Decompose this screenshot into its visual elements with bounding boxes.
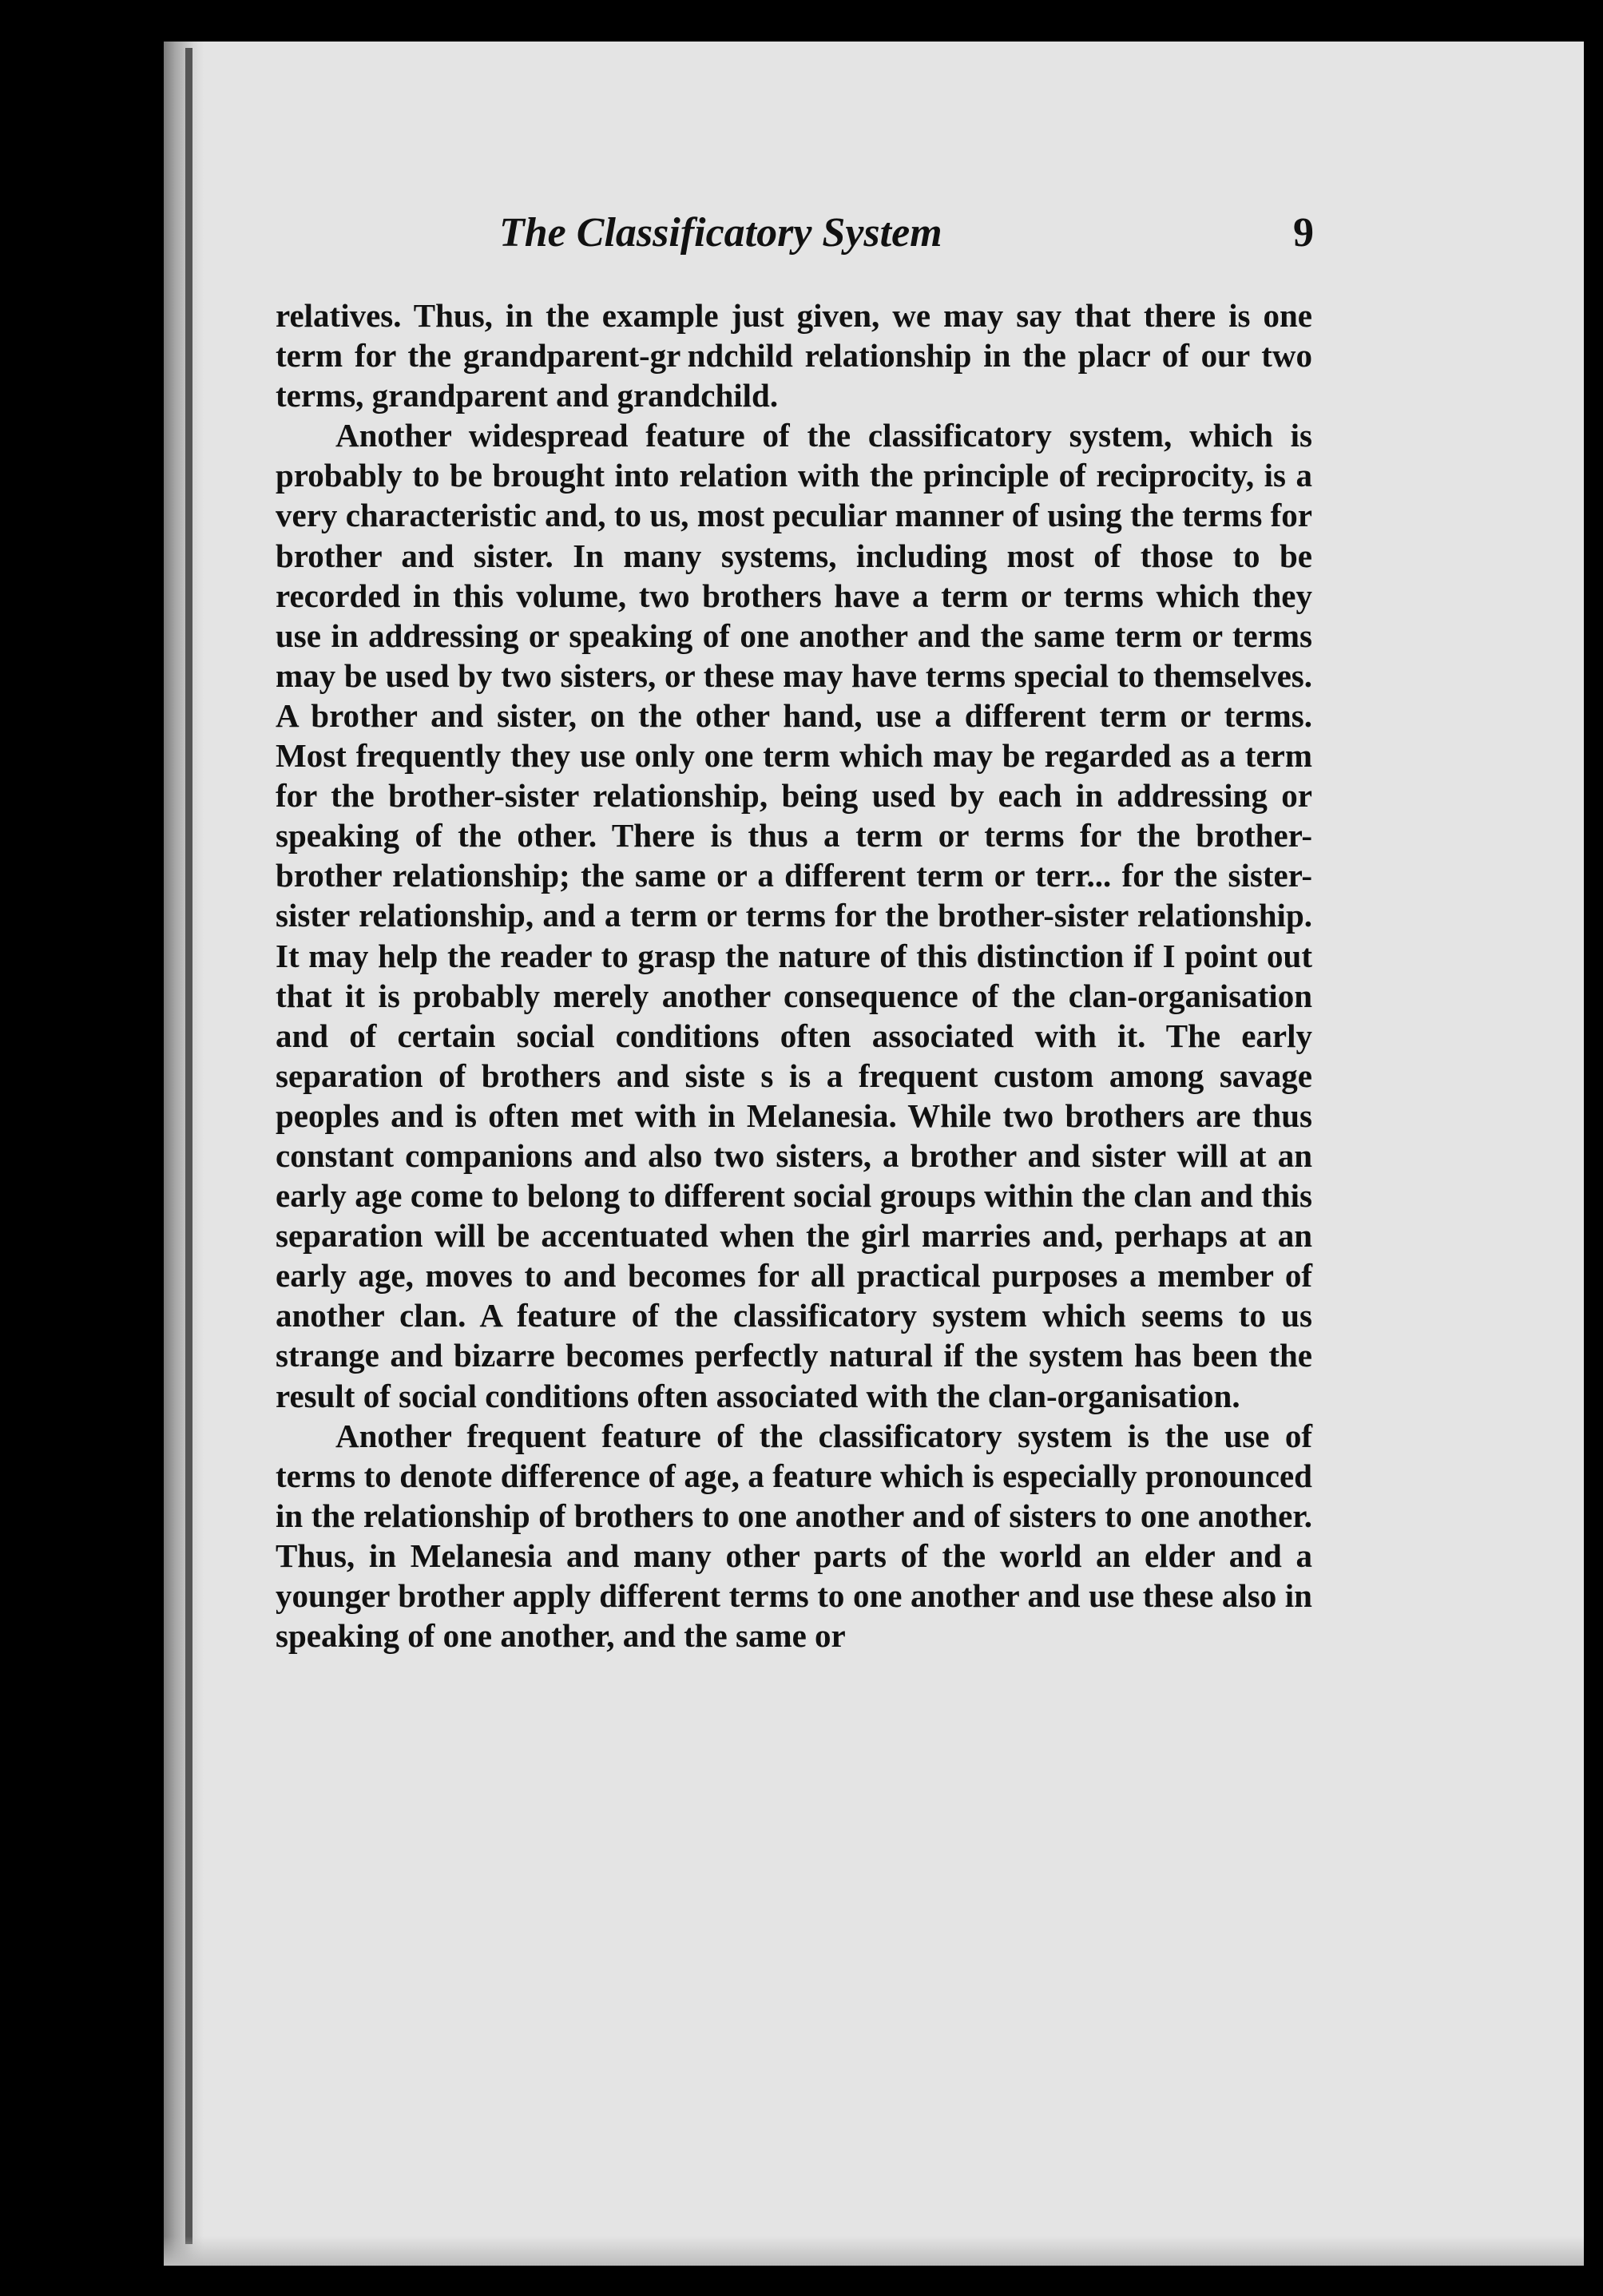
page-bottom-shadow — [164, 2236, 1584, 2266]
body-text — [276, 295, 1312, 1656]
binding-edge — [185, 48, 192, 2244]
paragraph: Another frequent feature of the classificatory system is the use of terms to denote difference of age, a feature which is especially pronounced in the relationship of brothers to one another and of sisters to one another. Thus, in Melanesia and many other parts of the world an elder and a younger brother apply different terms to one another and use these also in speaking of one another, and the same or — [276, 1417, 1312, 1655]
book-gutter-shadow — [164, 42, 204, 2266]
paragraph: relatives. Thus, in the example just given, we may say that there is one term for the grandparent-gr ndchild relationship in the placr of our two terms, grandparent and grandchild. — [276, 297, 1312, 414]
running-title: The Classificatory System — [499, 210, 942, 256]
running-head — [276, 209, 1314, 265]
paragraph: Another widespread feature of the classificatory system, which is probably to be brought into relation with the principle of reciprocity, is a very characteristic and, to us, most peculiar manner of using the terms for brother and sister. In many systems, including most of those to be recorded in this volume, two brothers have a term or terms which they use in addressing or speaking of one another and the same term or terms may be used by two sisters, or these may have terms special to themselves. A brother and sister, on the other hand, use a different term or terms. Most frequently they use only one term which may be regarded as a term for the brother-sister relationship, being used by each in addressing or speaking of the other. There is thus a term or terms for the brother-brother relationship; the same or a different term or terr... for the sister-sister relationship, and a term or terms for the brother-sister relationship. It may help the reader to grasp the nature of this distinction if I point out that it is probably merely another consequence of the clan-organisation and of certain social conditions often associated with it. The early separation of brothers and siste s is a frequent custom among savage peoples and is often met with in Melanesia. While two brothers are thus constant companions and also two sisters, a brother and sister will at an early age come to belong to different social groups within the clan and this separation will be accentuated when the girl marries and, perhaps at an early age, moves to and becomes for all practical purposes a member of another clan. A feature of the classificatory system which seems to us strange and bizarre becomes perfectly natural if the system has been the result of social conditions often associated with the clan-organisation. — [276, 417, 1312, 1414]
page-number: 9 — [1293, 210, 1314, 256]
